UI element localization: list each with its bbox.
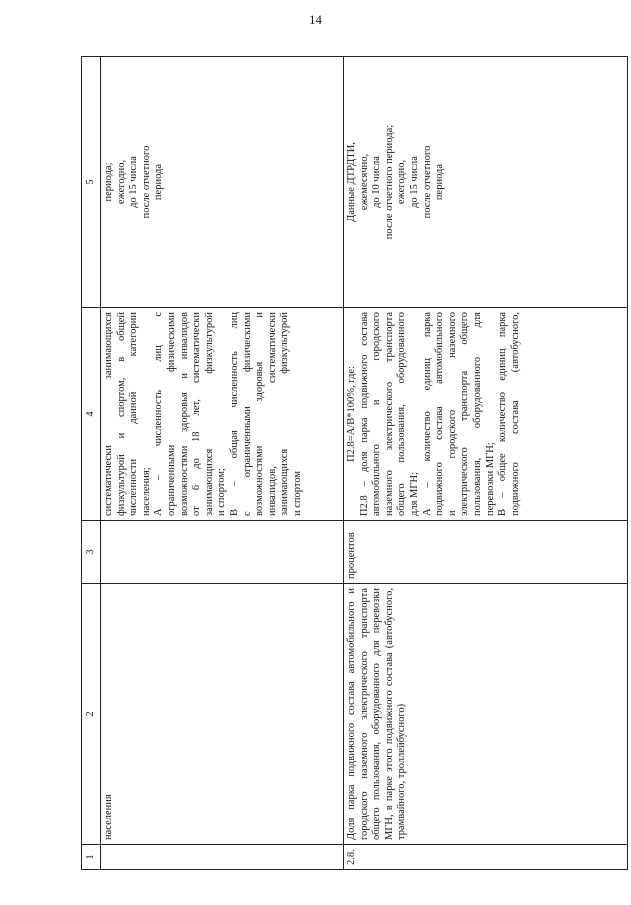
text-line: инвалидов, систематически [266, 312, 278, 516]
indicator-name-cell: населения [101, 584, 344, 845]
text-line: В – общее количество единиц парка [497, 312, 509, 516]
row-number-cell [101, 845, 344, 870]
text-line: до 10 числа [371, 156, 383, 208]
text-line: до 15 числа [128, 156, 140, 208]
text-line: после отчетного [421, 145, 433, 219]
header-col-4: 4 [82, 308, 101, 521]
source-cell [344, 57, 628, 308]
rotated-table-container [81, 62, 618, 870]
text-line: численности данной категории [128, 312, 140, 516]
source-cell [101, 57, 344, 308]
text-line: ежегодно, [115, 159, 127, 205]
text-line: физкультурой и спортом, в общей [115, 312, 127, 516]
formula-cell [101, 308, 344, 521]
text-line: после отчетного периода; [383, 124, 395, 240]
text-line: А – количество единиц парка [421, 312, 433, 516]
table-header-row [82, 57, 101, 870]
text-line: периода [434, 163, 446, 201]
text-line: автомобильного и городского [371, 312, 383, 516]
text-line: электрического транспорта общего [459, 312, 471, 516]
text-line: занимающихся физкультурой [279, 312, 291, 516]
header-col-3: 3 [82, 521, 101, 584]
text-line: возможностями здоровья и [254, 312, 266, 516]
table-row-2-8 [344, 57, 628, 870]
text-line: и городского наземного [446, 312, 458, 516]
header-col-1: 1 [82, 845, 101, 870]
text-line: перевозки МГН; [484, 442, 496, 516]
text-line: П2.8=А/В*100%, где: [346, 366, 357, 462]
source-lines [103, 61, 166, 303]
text-line: после отчетного [140, 145, 152, 219]
text-line: населения; [140, 467, 152, 516]
text-line: систематически занимающихся [103, 312, 114, 516]
formula-cell [344, 308, 628, 521]
text-line: Доля парка подвижного состава автомобильного и [346, 588, 357, 840]
unit-cell [101, 521, 344, 584]
text-line: для МГН; [408, 472, 420, 516]
text-line: и спортом [291, 470, 303, 516]
text-line: А – численность лиц с [153, 312, 165, 516]
text-line: общего пользования, оборудованного [396, 312, 408, 516]
text-line: и спортом; [216, 468, 228, 516]
header-col-5: 5 [82, 57, 101, 308]
text-line: периода [153, 163, 165, 201]
text-line: общего пользования, оборудованного для перевозки [371, 588, 383, 840]
row-number-cell: 2.8. [344, 845, 628, 870]
page-number: 14 [309, 12, 322, 27]
text-line: с ограниченными физическими [241, 312, 253, 516]
text-line: подвижного состава (автобусного, [509, 312, 521, 516]
text-line: МГН, в парке этого подвижного состава (автобусного, [383, 588, 395, 840]
indicator-table [81, 56, 628, 870]
text-line: ежегодно, [396, 159, 408, 205]
text-line: возможностями здоровья и инвалидов [178, 312, 190, 516]
text-line: трамвайного, троллейбусного) [396, 703, 408, 840]
formula-lines [103, 312, 305, 516]
source-lines [346, 61, 447, 303]
text-line: до 15 числа [408, 156, 420, 208]
text-line: П2.8 – доля парка подвижного состава [358, 312, 370, 516]
text-line: ограниченными физическими [165, 312, 177, 516]
text-line: Данные ДТРДТИ, [346, 142, 357, 222]
text-line: наземного электрического транспорта [383, 312, 395, 516]
unit-cell: процентов [344, 521, 628, 584]
text-line: пользования, оборудованного для [471, 312, 483, 516]
text-line: подвижного состава автомобильного [434, 312, 446, 516]
text-line: от 6 до 18 лет, систематически [191, 312, 203, 516]
text-line: ежемесячно, [358, 153, 370, 211]
text-line: городского наземного электрического транспорта [358, 588, 370, 840]
formula-lines [346, 312, 522, 516]
indicator-name-cell [344, 584, 628, 845]
text-line: В – общая численность лиц [228, 312, 240, 516]
table-row-population [101, 57, 344, 870]
indicator-name-lines [346, 588, 409, 840]
text-line: занимающихся физкультурой [203, 312, 215, 516]
text-line: периода; [103, 162, 114, 202]
header-col-2: 2 [82, 584, 101, 845]
